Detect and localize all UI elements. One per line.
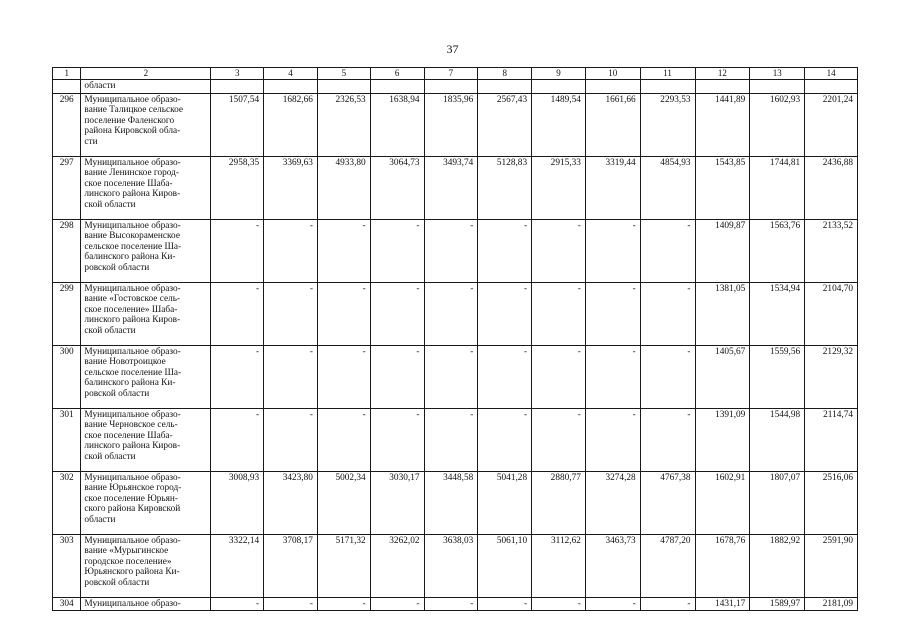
value-cell: - bbox=[478, 283, 532, 346]
value-cell: - bbox=[211, 598, 264, 611]
value-cell: - bbox=[585, 409, 640, 472]
value-cell: 1744,81 bbox=[750, 157, 805, 220]
table-row bbox=[53, 472, 858, 535]
value-cell: - bbox=[532, 346, 586, 409]
empty-cell bbox=[424, 80, 478, 94]
empty-cell bbox=[478, 80, 532, 94]
value-cell: - bbox=[317, 283, 370, 346]
value-cell: 4854,93 bbox=[640, 157, 695, 220]
header-cell: 7 bbox=[424, 68, 478, 80]
value-cell: - bbox=[478, 598, 532, 611]
value-cell: 1507,54 bbox=[211, 94, 264, 157]
value-cell: 1882,92 bbox=[750, 535, 805, 598]
value-cell: - bbox=[317, 409, 370, 472]
page-number: 37 bbox=[446, 42, 459, 56]
value-cell: 3322,14 bbox=[211, 535, 264, 598]
table-row bbox=[53, 346, 858, 409]
empty-cell bbox=[211, 80, 264, 94]
value-cell: - bbox=[317, 220, 370, 283]
table-row bbox=[53, 535, 858, 598]
value-cell: - bbox=[585, 598, 640, 611]
empty-cell bbox=[805, 80, 858, 94]
value-cell: - bbox=[532, 409, 586, 472]
municipality-name: Муниципальное образо- вание Высокораменское сельское поселение Ша- балинского района Ки- ровской области bbox=[81, 220, 211, 283]
value-cell: 2129,32 bbox=[805, 346, 858, 409]
value-cell: 3262,02 bbox=[370, 535, 424, 598]
value-cell: 4787,20 bbox=[640, 535, 695, 598]
value-cell: - bbox=[317, 346, 370, 409]
value-cell: - bbox=[264, 598, 318, 611]
value-cell: 1563,76 bbox=[750, 220, 805, 283]
value-cell: 3064,73 bbox=[370, 157, 424, 220]
municipality-name: Муниципальное образо- вание Юрьянское город- ское поселение Юрьян- ского района Кировской области bbox=[81, 472, 211, 535]
value-cell: - bbox=[424, 598, 478, 611]
value-cell: - bbox=[640, 409, 695, 472]
value-cell: - bbox=[532, 220, 586, 283]
table-row bbox=[53, 283, 858, 346]
header-cell: 13 bbox=[750, 68, 805, 80]
value-cell: 3448,58 bbox=[424, 472, 478, 535]
municipality-name: Муниципальное образо- вание Черновское сель- ское поселение Шаба- линского района Киров- ской области bbox=[81, 409, 211, 472]
value-cell: - bbox=[424, 220, 478, 283]
value-cell: - bbox=[424, 346, 478, 409]
value-cell: 1678,76 bbox=[695, 535, 750, 598]
table-row bbox=[53, 220, 858, 283]
empty-cell bbox=[370, 80, 424, 94]
value-cell: 1602,91 bbox=[695, 472, 750, 535]
value-cell: 2181,09 bbox=[805, 598, 858, 611]
value-cell: - bbox=[317, 598, 370, 611]
value-cell: 4767,38 bbox=[640, 472, 695, 535]
value-cell: 2880,77 bbox=[532, 472, 586, 535]
header-cell: 12 bbox=[695, 68, 750, 80]
value-cell: - bbox=[211, 409, 264, 472]
value-cell: 4933,80 bbox=[317, 157, 370, 220]
value-cell: - bbox=[370, 598, 424, 611]
value-cell: - bbox=[640, 220, 695, 283]
value-cell: 3423,80 bbox=[264, 472, 318, 535]
value-cell: - bbox=[532, 598, 586, 611]
municipality-name: Муниципальное образо- вание «Мурыгинское городское поселение» Юрьянского района Ки- ровской области bbox=[81, 535, 211, 598]
value-cell: 2114,74 bbox=[805, 409, 858, 472]
value-cell: 5171,32 bbox=[317, 535, 370, 598]
value-cell: - bbox=[264, 409, 318, 472]
header-cell: 14 bbox=[805, 68, 858, 80]
value-cell: 1489,54 bbox=[532, 94, 586, 157]
value-cell: 2436,88 bbox=[805, 157, 858, 220]
table-row bbox=[53, 409, 858, 472]
value-cell: - bbox=[478, 346, 532, 409]
value-cell: 3319,44 bbox=[585, 157, 640, 220]
value-cell: 5061,10 bbox=[478, 535, 532, 598]
value-cell: 1835,96 bbox=[424, 94, 478, 157]
empty-cell bbox=[264, 80, 318, 94]
value-cell: 1441,89 bbox=[695, 94, 750, 157]
value-cell: 3463,73 bbox=[585, 535, 640, 598]
header-cell: 8 bbox=[478, 68, 532, 80]
value-cell: 1661,66 bbox=[585, 94, 640, 157]
continuation-row bbox=[53, 80, 858, 94]
header-row bbox=[53, 68, 858, 80]
value-cell: - bbox=[211, 283, 264, 346]
value-cell: 2591,90 bbox=[805, 535, 858, 598]
municipality-name: Муниципальное образо- вание Ленинское город- ское поселение Шаба- линского района Киров- ской области bbox=[81, 157, 211, 220]
value-cell: - bbox=[640, 346, 695, 409]
municipality-name: Муниципальное образо- вание Новотроицкое сельское поселение Ша- балинского района Ки- ровской области bbox=[81, 346, 211, 409]
row-number: 301 bbox=[53, 409, 81, 472]
value-cell: 2104,70 bbox=[805, 283, 858, 346]
value-cell: 2516,06 bbox=[805, 472, 858, 535]
value-cell: 2293,53 bbox=[640, 94, 695, 157]
value-cell: 1534,94 bbox=[750, 283, 805, 346]
value-cell: 1602,93 bbox=[750, 94, 805, 157]
value-cell: 3638,03 bbox=[424, 535, 478, 598]
table-row bbox=[53, 157, 858, 220]
row-number: 297 bbox=[53, 157, 81, 220]
value-cell: 5002,34 bbox=[317, 472, 370, 535]
value-cell: 3708,17 bbox=[264, 535, 318, 598]
value-cell: - bbox=[370, 346, 424, 409]
value-cell: - bbox=[640, 598, 695, 611]
value-cell: - bbox=[585, 283, 640, 346]
value-cell: 1589,97 bbox=[750, 598, 805, 611]
value-cell: - bbox=[370, 283, 424, 346]
value-cell: - bbox=[585, 220, 640, 283]
municipality-name: Муниципальное образо- вание «Гостовское сель- ское поселение» Шаба- линского района Киров- ской области bbox=[81, 283, 211, 346]
value-cell: 1807,07 bbox=[750, 472, 805, 535]
header-cell: 6 bbox=[370, 68, 424, 80]
value-cell: - bbox=[264, 283, 318, 346]
empty-cell bbox=[317, 80, 370, 94]
empty-cell bbox=[53, 80, 81, 94]
row-number: 302 bbox=[53, 472, 81, 535]
value-cell: - bbox=[585, 346, 640, 409]
value-cell: 1405,67 bbox=[695, 346, 750, 409]
value-cell: 2201,24 bbox=[805, 94, 858, 157]
value-cell: - bbox=[264, 346, 318, 409]
municipality-name: Муниципальное образо- bbox=[81, 598, 211, 611]
table-row bbox=[53, 94, 858, 157]
row-number: 296 bbox=[53, 94, 81, 157]
value-cell: 1559,56 bbox=[750, 346, 805, 409]
value-cell: 1409,87 bbox=[695, 220, 750, 283]
value-cell: 5128,83 bbox=[478, 157, 532, 220]
value-cell: 1381,05 bbox=[695, 283, 750, 346]
value-cell: 2567,43 bbox=[478, 94, 532, 157]
value-cell: 2326,53 bbox=[317, 94, 370, 157]
value-cell: 3369,63 bbox=[264, 157, 318, 220]
value-cell: - bbox=[370, 220, 424, 283]
empty-cell bbox=[532, 80, 586, 94]
header-cell: 3 bbox=[211, 68, 264, 80]
header-cell: 9 bbox=[532, 68, 586, 80]
header-cell: 2 bbox=[81, 68, 211, 80]
table-row bbox=[53, 598, 858, 611]
value-cell: - bbox=[532, 283, 586, 346]
value-cell: - bbox=[211, 346, 264, 409]
table-body bbox=[53, 94, 858, 611]
municipality-name: Муниципальное образо- вание Талицкое сельское поселение Фаленского района Кировской обла- сти bbox=[81, 94, 211, 157]
value-cell: - bbox=[264, 220, 318, 283]
value-cell: - bbox=[478, 409, 532, 472]
row-number: 300 bbox=[53, 346, 81, 409]
header-cell: 5 bbox=[317, 68, 370, 80]
header-cell: 11 bbox=[640, 68, 695, 80]
value-cell: 3493,74 bbox=[424, 157, 478, 220]
value-cell: 2915,33 bbox=[532, 157, 586, 220]
row-number: 299 bbox=[53, 283, 81, 346]
value-cell: 1682,66 bbox=[264, 94, 318, 157]
value-cell: 3112,62 bbox=[532, 535, 586, 598]
value-cell: - bbox=[424, 283, 478, 346]
header-cell: 1 bbox=[53, 68, 81, 80]
empty-cell bbox=[640, 80, 695, 94]
value-cell: 3030,17 bbox=[370, 472, 424, 535]
value-cell: 1638,94 bbox=[370, 94, 424, 157]
row-number: 304 bbox=[53, 598, 81, 611]
value-cell: 1391,09 bbox=[695, 409, 750, 472]
empty-cell bbox=[750, 80, 805, 94]
value-cell: 2133,52 bbox=[805, 220, 858, 283]
value-cell: - bbox=[640, 283, 695, 346]
empty-cell bbox=[695, 80, 750, 94]
row-number: 303 bbox=[53, 535, 81, 598]
value-cell: 5041,28 bbox=[478, 472, 532, 535]
value-cell: - bbox=[211, 220, 264, 283]
value-cell: 1544,98 bbox=[750, 409, 805, 472]
value-cell: - bbox=[370, 409, 424, 472]
value-cell: 2958,35 bbox=[211, 157, 264, 220]
row-number: 298 bbox=[53, 220, 81, 283]
value-cell: 3008,93 bbox=[211, 472, 264, 535]
value-cell: - bbox=[424, 409, 478, 472]
continuation-text: области bbox=[81, 80, 211, 94]
value-cell: - bbox=[478, 220, 532, 283]
empty-cell bbox=[585, 80, 640, 94]
tariff-table bbox=[52, 67, 858, 611]
value-cell: 1431,17 bbox=[695, 598, 750, 611]
value-cell: 3274,28 bbox=[585, 472, 640, 535]
header-cell: 10 bbox=[585, 68, 640, 80]
value-cell: 1543,85 bbox=[695, 157, 750, 220]
header-cell: 4 bbox=[264, 68, 318, 80]
